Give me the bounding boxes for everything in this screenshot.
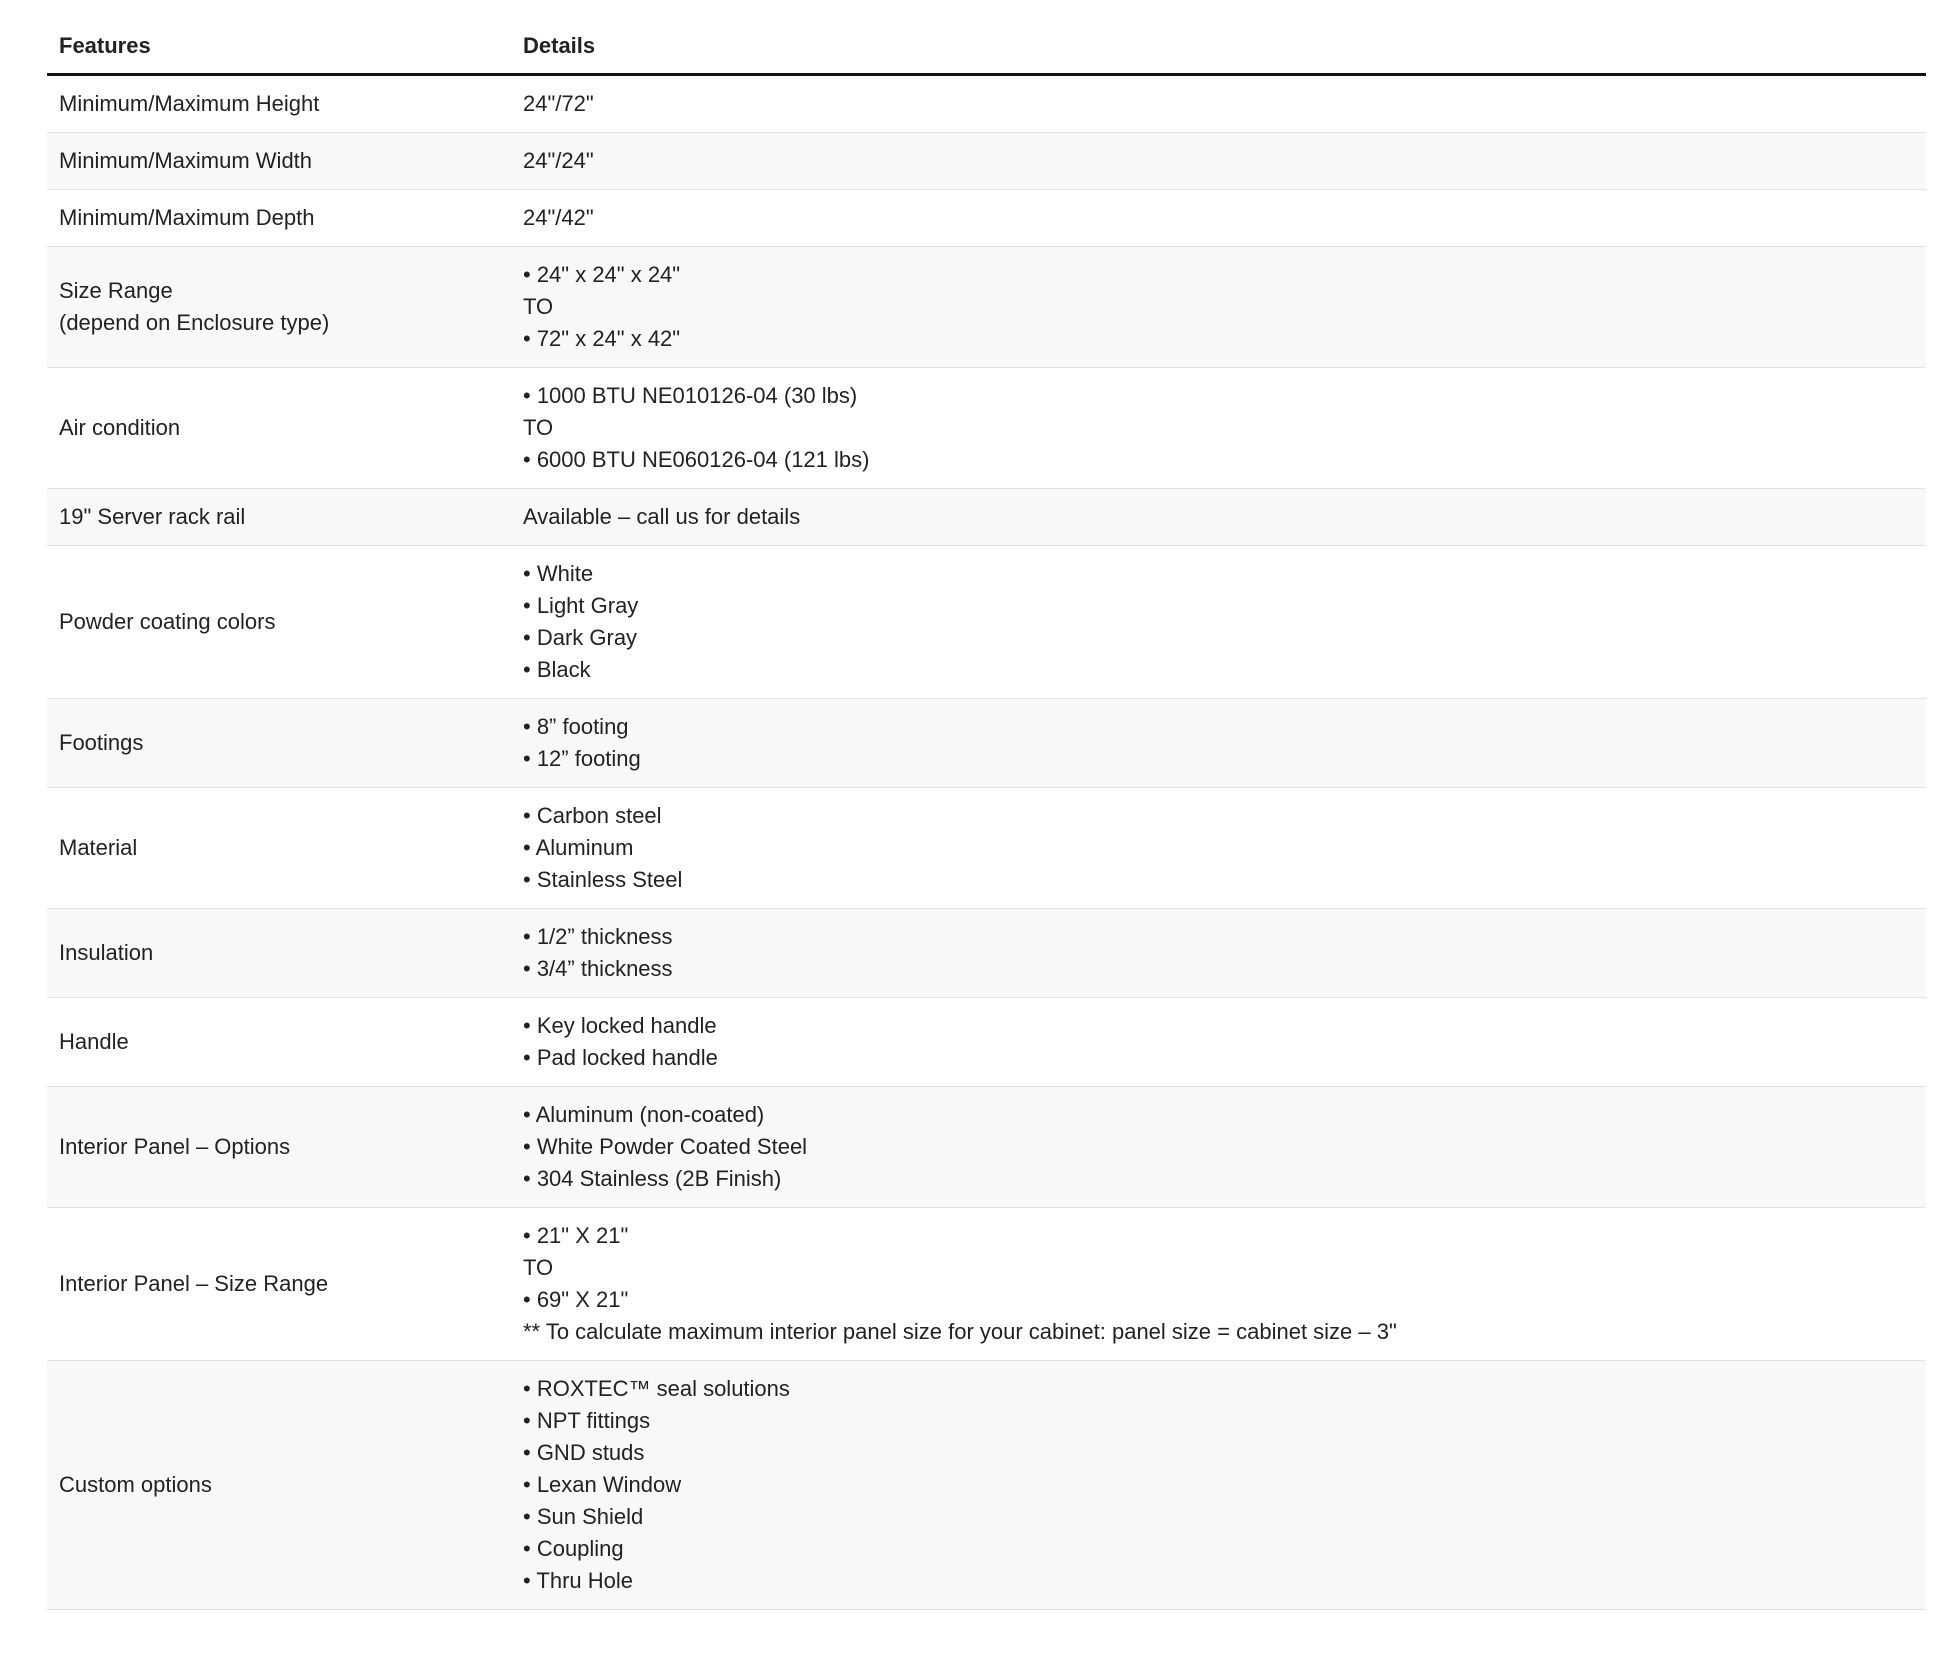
table-row — [47, 546, 1926, 699]
table-row — [47, 75, 1926, 133]
table-body — [47, 75, 1926, 1610]
feature-cell — [47, 998, 511, 1087]
feature-cell — [47, 1208, 511, 1361]
table-row — [47, 489, 1926, 546]
feature-line: Powder coating colors — [59, 609, 276, 634]
details-cell — [511, 1361, 1926, 1610]
feature-line: Handle — [59, 1029, 129, 1054]
details-line: • 21" X 21" — [523, 1223, 629, 1248]
feature-line: (depend on Enclosure type) — [59, 310, 330, 335]
feature-line: 19" Server rack rail — [59, 504, 246, 529]
details-cell — [511, 998, 1926, 1087]
details-line: 24"/72" — [523, 91, 594, 116]
details-cell — [511, 247, 1926, 368]
feature-line: Custom options — [59, 1472, 212, 1497]
feature-cell — [47, 1087, 511, 1208]
feature-cell — [47, 909, 511, 998]
details-line: • 304 Stainless (2B Finish) — [523, 1166, 782, 1191]
details-cell — [511, 133, 1926, 190]
details-line: • 1000 BTU NE010126-04 (30 lbs) — [523, 383, 858, 408]
feature-line: Air condition — [59, 415, 181, 440]
details-line: • Black — [523, 657, 591, 682]
details-line: • Aluminum (non-coated) — [523, 1102, 765, 1127]
details-line: • Key locked handle — [523, 1013, 717, 1038]
table-row — [47, 190, 1926, 247]
header-row — [47, 20, 1926, 75]
feature-line: Interior Panel – Options — [59, 1134, 291, 1159]
details-line: • 3/4” thickness — [523, 956, 673, 981]
feature-line: Size Range — [59, 278, 173, 303]
table-row — [47, 998, 1926, 1087]
details-line: • GND studs — [523, 1440, 645, 1465]
details-line: • 69" X 21" — [523, 1287, 629, 1312]
details-line: • Sun Shield — [523, 1504, 644, 1529]
details-line: • White — [523, 561, 594, 586]
details-line: • Lexan Window — [523, 1472, 682, 1497]
details-line: ** To calculate maximum interior panel size for your cabinet: panel size = cabinet size – 3" — [523, 1319, 1397, 1344]
details-line: 24"/42" — [523, 205, 594, 230]
details-cell — [511, 546, 1926, 699]
details-line: • 1/2” thickness — [523, 924, 673, 949]
table-row — [47, 909, 1926, 998]
details-line: • Coupling — [523, 1536, 624, 1561]
details-cell — [511, 190, 1926, 247]
feature-cell — [47, 699, 511, 788]
details-line: • ROXTEC™ seal solutions — [523, 1376, 790, 1401]
table-row — [47, 1208, 1926, 1361]
feature-cell — [47, 368, 511, 489]
details-cell — [511, 788, 1926, 909]
table-row — [47, 788, 1926, 909]
details-line: TO — [523, 294, 554, 319]
details-line: • 24" x 24" x 24" — [523, 262, 681, 287]
table-row — [47, 247, 1926, 368]
feature-line: Insulation — [59, 940, 154, 965]
features-table — [47, 20, 1926, 1610]
details-line: • Carbon steel — [523, 803, 662, 828]
details-line: • Light Gray — [523, 593, 639, 618]
details-line: • White Powder Coated Steel — [523, 1134, 808, 1159]
details-line: • Aluminum — [523, 835, 634, 860]
details-line: • Stainless Steel — [523, 867, 683, 892]
features-header: Features — [47, 20, 511, 75]
details-line: • Pad locked handle — [523, 1045, 718, 1070]
details-line: TO — [523, 415, 554, 440]
details-cell — [511, 489, 1926, 546]
details-line: TO — [523, 1255, 554, 1280]
feature-cell — [47, 247, 511, 368]
details-cell — [511, 699, 1926, 788]
feature-cell — [47, 546, 511, 699]
table-row — [47, 1361, 1926, 1610]
details-cell — [511, 368, 1926, 489]
details-line: • NPT fittings — [523, 1408, 651, 1433]
feature-line: Material — [59, 835, 138, 860]
details-line: Available – call us for details — [523, 504, 801, 529]
feature-line: Footings — [59, 730, 144, 755]
feature-cell — [47, 1361, 511, 1610]
details-cell — [511, 1087, 1926, 1208]
feature-cell — [47, 133, 511, 190]
feature-cell — [47, 788, 511, 909]
details-line: • Dark Gray — [523, 625, 638, 650]
details-line: • 12” footing — [523, 746, 641, 771]
details-cell — [511, 75, 1926, 133]
feature-line: Minimum/Maximum Height — [59, 91, 320, 116]
feature-line: Minimum/Maximum Depth — [59, 205, 315, 230]
table-row — [47, 699, 1926, 788]
details-cell — [511, 1208, 1926, 1361]
feature-cell — [47, 190, 511, 247]
details-line: • 8” footing — [523, 714, 629, 739]
table-row — [47, 1087, 1926, 1208]
details-line: • 6000 BTU NE060126-04 (121 lbs) — [523, 447, 870, 472]
feature-cell — [47, 489, 511, 546]
feature-cell — [47, 75, 511, 133]
details-line: 24"/24" — [523, 148, 594, 173]
table-row — [47, 368, 1926, 489]
details-cell — [511, 909, 1926, 998]
table-row — [47, 133, 1926, 190]
feature-line: Minimum/Maximum Width — [59, 148, 313, 173]
details-line: • Thru Hole — [523, 1568, 634, 1593]
details-header: Details — [511, 20, 1926, 75]
details-line: • 72" x 24" x 42" — [523, 326, 681, 351]
feature-line: Interior Panel – Size Range — [59, 1271, 329, 1296]
